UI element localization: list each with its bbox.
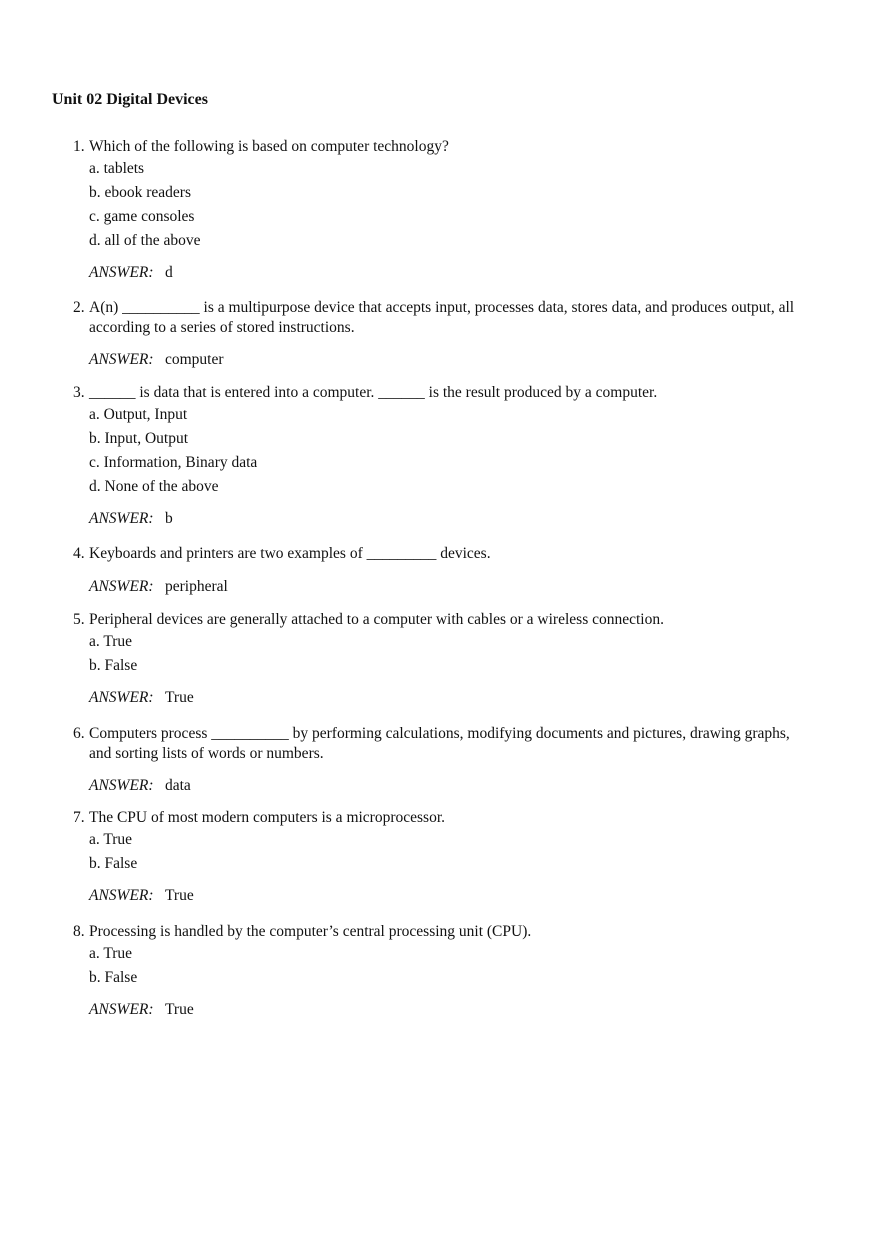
question-text: The CPU of most modern computers is a microprocessor.	[89, 809, 446, 826]
option	[0, 966, 880, 990]
question-text: Keyboards and printers are two examples of _________ devices.	[89, 545, 491, 562]
question-text: ______ is data that is entered into a computer. ______ is the result produced by a computer.	[89, 384, 658, 401]
answer-value: True	[165, 1001, 194, 1018]
question-number: 5.	[73, 611, 85, 628]
option-label: c. game consoles	[89, 208, 195, 225]
option-label: b. False	[89, 969, 138, 986]
option-label: c. Information, Binary data	[89, 454, 258, 471]
answer-value: computer	[165, 351, 224, 368]
answer-line	[0, 509, 880, 529]
question-text: Computers process __________ by performing calculations, modifying documents and pictures, drawing graphs,	[89, 725, 790, 742]
answer-value: True	[165, 689, 194, 706]
option-label: b. Input, Output	[89, 430, 189, 447]
answer-line	[0, 577, 880, 597]
question-7	[0, 808, 880, 906]
answer-label: ANSWER:	[89, 689, 154, 706]
question-number: 2.	[73, 299, 85, 316]
option	[0, 205, 880, 229]
question-text: Peripheral devices are generally attached to a computer with cables or a wireless connection.	[89, 611, 664, 628]
answer-line	[0, 263, 880, 283]
option	[0, 852, 880, 876]
question-text: and sorting lists of words or numbers.	[89, 745, 324, 762]
option-label: d. None of the above	[89, 478, 219, 495]
answer-line	[0, 1000, 880, 1020]
question-line	[0, 383, 880, 403]
option-label: b. ebook readers	[89, 184, 191, 201]
question-1	[0, 137, 880, 283]
question-number: 8.	[73, 923, 85, 940]
option-label: b. False	[89, 855, 138, 872]
answer-line	[0, 350, 880, 370]
option	[0, 157, 880, 181]
question-number: 7.	[73, 809, 85, 826]
option-label: a. True	[89, 945, 133, 962]
answer-label: ANSWER:	[89, 578, 154, 595]
question-number: 3.	[73, 384, 85, 401]
answer-line	[0, 886, 880, 906]
answer-value: peripheral	[165, 578, 228, 595]
question-line	[0, 744, 880, 764]
question-number: 6.	[73, 725, 85, 742]
question-number: 1.	[73, 138, 85, 155]
answer-value: data	[165, 777, 191, 794]
answer-label: ANSWER:	[89, 1001, 154, 1018]
option-label: a. Output, Input	[89, 406, 188, 423]
question-line	[0, 922, 880, 942]
question-line	[0, 298, 880, 318]
option-label: a. True	[89, 633, 133, 650]
option-label: d. all of the above	[89, 232, 201, 249]
option	[0, 451, 880, 475]
answer-label: ANSWER:	[89, 887, 154, 904]
question-line	[0, 137, 880, 157]
question-4	[0, 544, 880, 597]
question-line	[0, 610, 880, 630]
question-line	[0, 318, 880, 338]
question-text: according to a series of stored instructions.	[89, 319, 355, 336]
answer-label: ANSWER:	[89, 510, 154, 527]
question-text: Which of the following is based on computer technology?	[89, 138, 449, 155]
option-label: a. True	[89, 831, 133, 848]
question-6	[0, 724, 880, 796]
page-title: Unit 02 Digital Devices	[52, 91, 208, 108]
option	[0, 654, 880, 678]
option	[0, 828, 880, 852]
answer-label: ANSWER:	[89, 351, 154, 368]
answer-line	[0, 776, 880, 796]
option-label: a. tablets	[89, 160, 145, 177]
option	[0, 427, 880, 451]
answer-value: b	[165, 510, 173, 527]
question-text: A(n) __________ is a multipurpose device that accepts input, processes data, stores data, and produces output, all	[89, 299, 795, 316]
answer-line	[0, 688, 880, 708]
option	[0, 630, 880, 654]
question-line	[0, 724, 880, 744]
option	[0, 229, 880, 253]
answer-label: ANSWER:	[89, 264, 154, 281]
question-3	[0, 383, 880, 529]
question-8	[0, 922, 880, 1020]
question-line	[0, 544, 880, 564]
option	[0, 475, 880, 499]
question-5	[0, 610, 880, 708]
option	[0, 181, 880, 205]
question-text: Processing is handled by the computer’s central processing unit (CPU).	[89, 923, 532, 940]
question-number: 4.	[73, 545, 85, 562]
option	[0, 403, 880, 427]
option-label: b. False	[89, 657, 138, 674]
question-2	[0, 298, 880, 370]
option	[0, 942, 880, 966]
answer-value: d	[165, 264, 173, 281]
answer-value: True	[165, 887, 194, 904]
answer-label: ANSWER:	[89, 777, 154, 794]
question-line	[0, 808, 880, 828]
